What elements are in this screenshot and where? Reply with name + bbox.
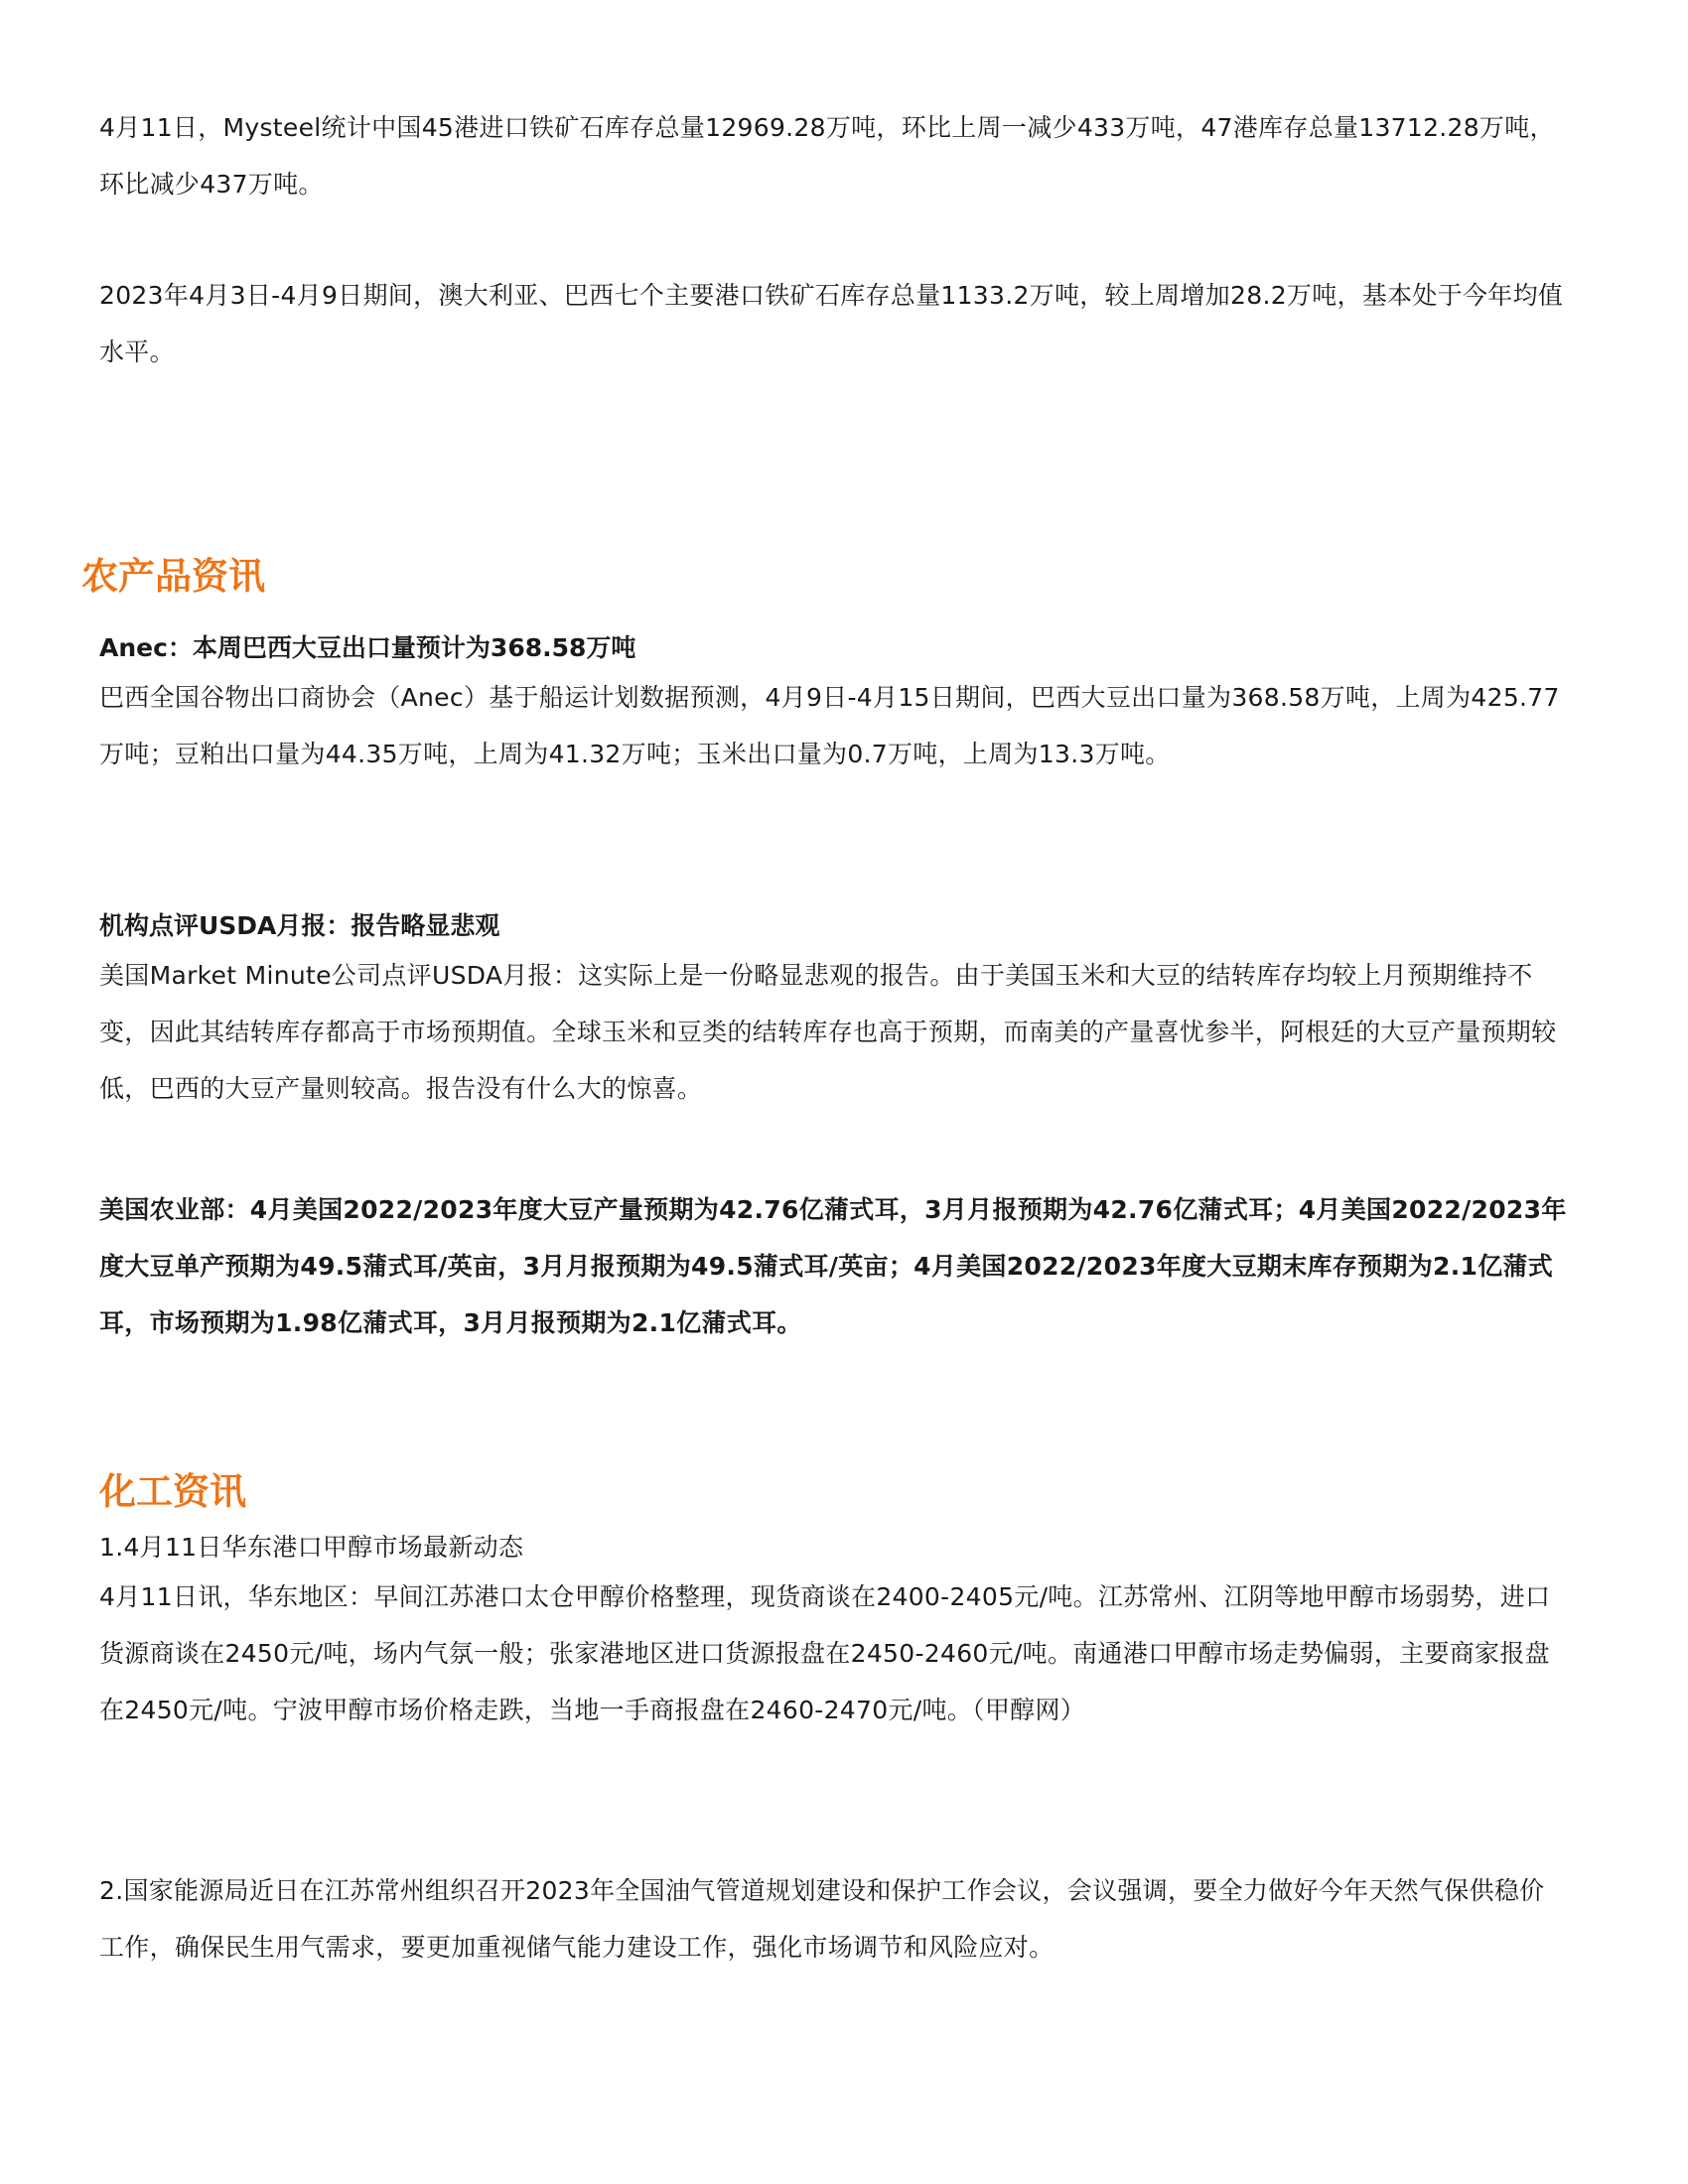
usda-soybean-forecast-paragraph: 美国农业部：4月美国2022/2023年度大豆产量预期为42.76亿蒲式耳，3月月报预期为42.76亿蒲式耳；4月美国2022/2023年度大豆单产预期为49.5蒲式耳/英亩，3月月报预期为49.5蒲式耳/英亩；4月美国2022/2023年度大豆期末库存预期为2.1亿蒲式耳，市场预期为1.98亿蒲式耳，3月月报预期为2.1亿蒲式耳。 [99, 1195, 1567, 1337]
chem-section-title: 化工资讯 [99, 1470, 246, 1513]
methanol-market-body: 4月11日讯，华东地区：早间江苏港口太仓甲醇价格整理，现货商谈在2400-2405元/吨。江苏常州、江阴等地甲醇市场弱势，进口货源商谈在2450元/吨，场内气氛一般；张家港地区进口货源报盘在2450-2460元/吨。南通港口甲醇市场走势偏弱，主要商家报盘在2450元/吨。宁波甲醇市场价格走跌，当地一手商报盘在2460-2470元/吨。（甲醇网） [99, 1582, 1551, 1724]
anec-headline: Anec：本周巴西大豆出口量预计为368.58万吨 [99, 633, 636, 662]
agri-section-title: 农产品资讯 [81, 555, 265, 598]
iron-ore-port-inventory-paragraph: 4月11日，Mysteel统计中国45港进口铁矿石库存总量12969.28万吨，环比上周一减少433万吨，47港库存总量13712.28万吨，环比减少437万吨。 [99, 113, 1555, 199]
anec-body: 巴西全国谷物出口商协会（Anec）基于船运计划数据预测，4月9日-4月15日期间，巴西大豆出口量为368.58万吨，上周为425.77万吨；豆粕出口量为44.35万吨，上周为41.32万吨；玉米出口量为0.7万吨，上周为13.3万吨。 [99, 683, 1560, 768]
iron-ore-australia-brazil-paragraph: 2023年4月3日-4月9日期间，澳大利亚、巴西七个主要港口铁矿石库存总量1133.2万吨，较上周增加28.2万吨，基本处于今年均值水平。 [99, 281, 1564, 366]
usda-review-headline: 机构点评USDA月报：报告略显悲观 [99, 911, 500, 940]
usda-review-body: 美国Market Minute公司点评USDA月报：这实际上是一份略显悲观的报告。由于美国玉米和大豆的结转库存均较上月预期维持不变，因此其结转库存都高于市场预期值。全球玉米和豆类的结转库存也高于预期，而南美的产量喜忧参半，阿根廷的大豆产量预期较低，巴西的大豆产量则较高。报告没有什么大的惊喜。 [99, 961, 1557, 1103]
methanol-headline: 1.4月11日华东港口甲醇市场最新动态 [99, 1533, 524, 1562]
gas-pipeline-meeting-paragraph: 2.国家能源局近日在江苏常州组织召开2023年全国油气管道规划建设和保护工作会议，会议强调，要全力做好今年天然气保供稳价工作，确保民生用气需求，要更加重视储气能力建设工作，强化市场调节和风险应对。 [99, 1876, 1545, 1962]
